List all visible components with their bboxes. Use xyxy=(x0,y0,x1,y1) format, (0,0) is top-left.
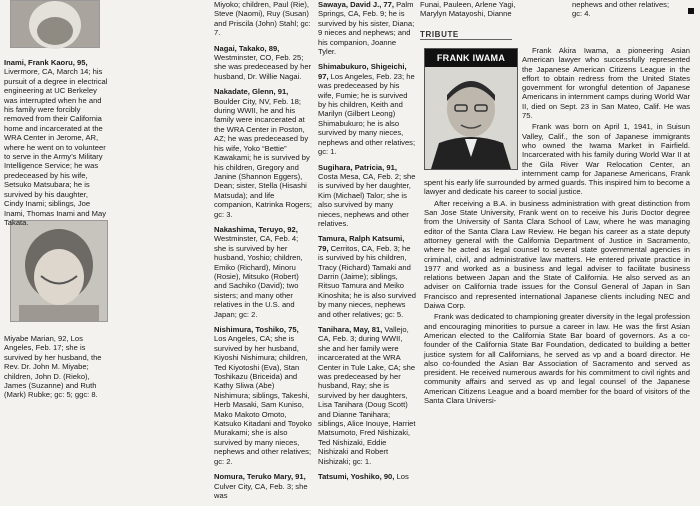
obituary-tanihara: Tanihara, May, 81, Vallejo, CA, Feb. 3; during WWII, she and her family were incarcerated at the WRA Center in Tule Lake, CA; she was predeceased by her husband, Ray; she is survived by her daughters, Lisa Tanihara (Doug Scott) and Dianne Tanihara; siblings, Alice Inouye, Harriet Matsumoto, Fred Nishizaki, Ted Nishizaki, Eddie Nishizaki and Robert Nishizaki; gc: 1. xyxy=(318,325,416,466)
obituary-top-continued: Miyoko; children, Paul (Rie), Steve (Naomi), Ruy (Susan) and Priscila (John) Stahl; gc: 7. xyxy=(214,0,311,38)
tribute-name-banner: FRANK IWAMA xyxy=(425,49,517,67)
tribute-paragraph-1: Frank Akira Iwama, a pioneering Asian American lawyer who successfully represented the Japanese American Citizens League in the effort to obtain redress from the United States government for wrongful detention of Japanese Americans in internment camps during World War II, died on Sept. 23 in San Mateo, Calif. He was 75. xyxy=(522,46,690,121)
obituary-column-3 xyxy=(318,0,416,482)
end-mark-square xyxy=(688,8,694,14)
obituary-nakashima: Nakashima, Teruyo, 92, Westminster, CA, Feb. 4; she is survived by her husband, Yoshio; children, Emiko (Richard), Minoru (Rosie), Mitsuko (Robert) and Sachiko (David); two sisters; and many other relatives in the U.S. and Japan; gc: 2. xyxy=(214,224,303,319)
obituary-sawaya: Sawaya, David J., 77, Palm Springs, CA, Feb. 9; he is survived by his sister, Diana; 9 nieces and nephews; and his companion, Joanne Tyler. xyxy=(318,0,415,57)
portrait-illustration xyxy=(425,67,517,169)
obituary-miyabe: Miyabe Marian, 92, Los Angeles, Feb. 17; she is survived by her husband, the Rev. Dr. John M. Miyabe; children, John D. (Rieko), James (Suzanne) and Ruth (Mark) Rubke; gc: 5; ggc: 8. xyxy=(4,334,102,400)
obituary-sugihara: Sugihara, Patricia, 91, Costa Mesa, CA, Feb. 2; she is survived by her daughter, Kim (Michael) Talor; she is also survived by many nieces, nephews and other relatives. xyxy=(318,162,416,228)
tribute-paragraph-3: After receiving a B.A. in business administration with great distinction from San Jose State University, Frank went on to receive his Juris Doctor degree from the University of Santa Clara School of Law, where he was managing editor of the Santa Clara Law Review. He began his career as a state deputy attorney general with the California Department of Justice in Sacramento, where he acted as legal counsel to several state governmental agencies in criminal, civil, and administrative law matters. He entered private practice in 1977 and worked as a business and legal adviser to facilitate business relations between Japan and the State of California. He also served as an adviser on California trade issues for the Consul General of Japan in San Francisco and represented international Japanese clients including NEC and Daiwa Corp. xyxy=(424,198,690,311)
obituary-column-1 xyxy=(0,0,110,405)
obituary-nishimura: Nishimura, Toshiko, 75, Los Angeles, CA; she is survived by her husband, Kiyoshi Nishimura; children, Ted Kiyotoshi (Eva), Stan Toshikazu (Briceida) and Kathy Sliwa (Abe) Nishimura; siblings, Takeshi, Herb Masaki, Sam Kuniso, Mako Makoto Omoto, Katsuko Kitadani and Toyoko Murakami; she is also survived by many nieces, nephews and other relatives; gc: 2. xyxy=(214,325,312,466)
obituary-tatsumi: Tatsumi, Yoshiko, 90, Los xyxy=(318,472,409,482)
tribute-paragraph-2: Frank was born on April 1, 1941, in Suisun Valley, Calif., the son of Japanese immigrants who owned the Iwama Market in Fairfield. Incarcerated with his family during World War II at the Gila River War Relocation Center, an internment camp for Japanese Americans, Frank spent his early life surrounded by armed guards. This inspired him to become a lawyer and dedicate his career to social justice. xyxy=(424,122,690,197)
tribute-photo-frank-iwama xyxy=(424,48,518,170)
obituary-nagai: Nagai, Takako, 89, Westminster, CO, Feb. 25; she was predeceased by her husband, Dr. Willie Nagai. xyxy=(214,43,312,81)
obituary-inami: Inami, Frank Kaoru, 95, Livermore, CA, March 14; his pursuit of a degree in electrical engineering at UC Berkeley was interrupted when he and his family were forcibly removed from their California home and incarcerated at the WRA Center in Jerome, AR, where he went on to volunteer to serve in the Army’s Military Intelligence Service; he was predeceased by his wife, Setsuko Matsubara; he is survived by his daughter, Cindy Inami; siblings, Joe Inami, Thomas Inami and May Takata. xyxy=(4,58,108,227)
obituary-tamura: Tamura, Ralph Katsumi, 79, Cerritos, CA, Feb. 3; he is survived by his children, Tracy (Richard) Tamaki and Darrin (Jaime); siblings, Ritsuo Tamura and Meiko Kinoshita; he is also survived by many nieces, nephews and other relatives; gc: 5. xyxy=(318,234,416,319)
obituary-shimabukuro: Shimabukuro, Shigeichi, 97, Los Angeles, Feb. 23; he was predeceased by his wife, Fumie; he is survived by his children, Keith and Marilyn (Gilbert Leong) Shimabukuro; he is also survived by many nieces, nephews and other relatives; gc: 1. xyxy=(318,62,416,157)
obituary-column-2 xyxy=(214,0,312,506)
tribute-heading: TRIBUTE xyxy=(420,30,512,40)
tribute-paragraph-4: Frank was dedicated to championing greater diversity in the legal profession and encouraging minorities to pursue a career in law. He was the first Asian American elected to the California State Bar board of governors. As a co-founder of the California State Bar Foundation, dedicated to building a better justice system for all Californians, he served as vp and a board director. He also co-founded the Asian Bar Association of Sacramento and served as president. He received numerous awards for his commitment to civil rights and community affairs and served as vp and legal counsel of the Japanese American Citizens League and a board member for the board of visitors of the Santa Clara Universi- xyxy=(424,312,690,405)
obituary-nakadate: Nakadate, Glenn, 91, Boulder City, NV, Feb. 18; during WWII, he and his family were incarcerated at the WRA Center in Poston, AZ; he was predeceased by his wife, Yoko “Bettie” Kawakami; he is survived by his children, Gregory and Janine (Shannon Eggers), Dean; sister, Stella (Hisashi Matsuda); and life companion, Katrinka Rogers; gc: 3. xyxy=(214,87,312,219)
obituary-top-right-continued: nephews and other relatives; gc: 4. xyxy=(572,0,670,19)
obituary-nomura: Nomura, Teruko Mary, 91, Culver City, CA, Feb. 3; she was xyxy=(214,472,308,500)
obituary-top-left-continued: Funai, Pauleen, Arlene Yagi, Marylyn Matayoshi, Dianne xyxy=(420,0,516,19)
